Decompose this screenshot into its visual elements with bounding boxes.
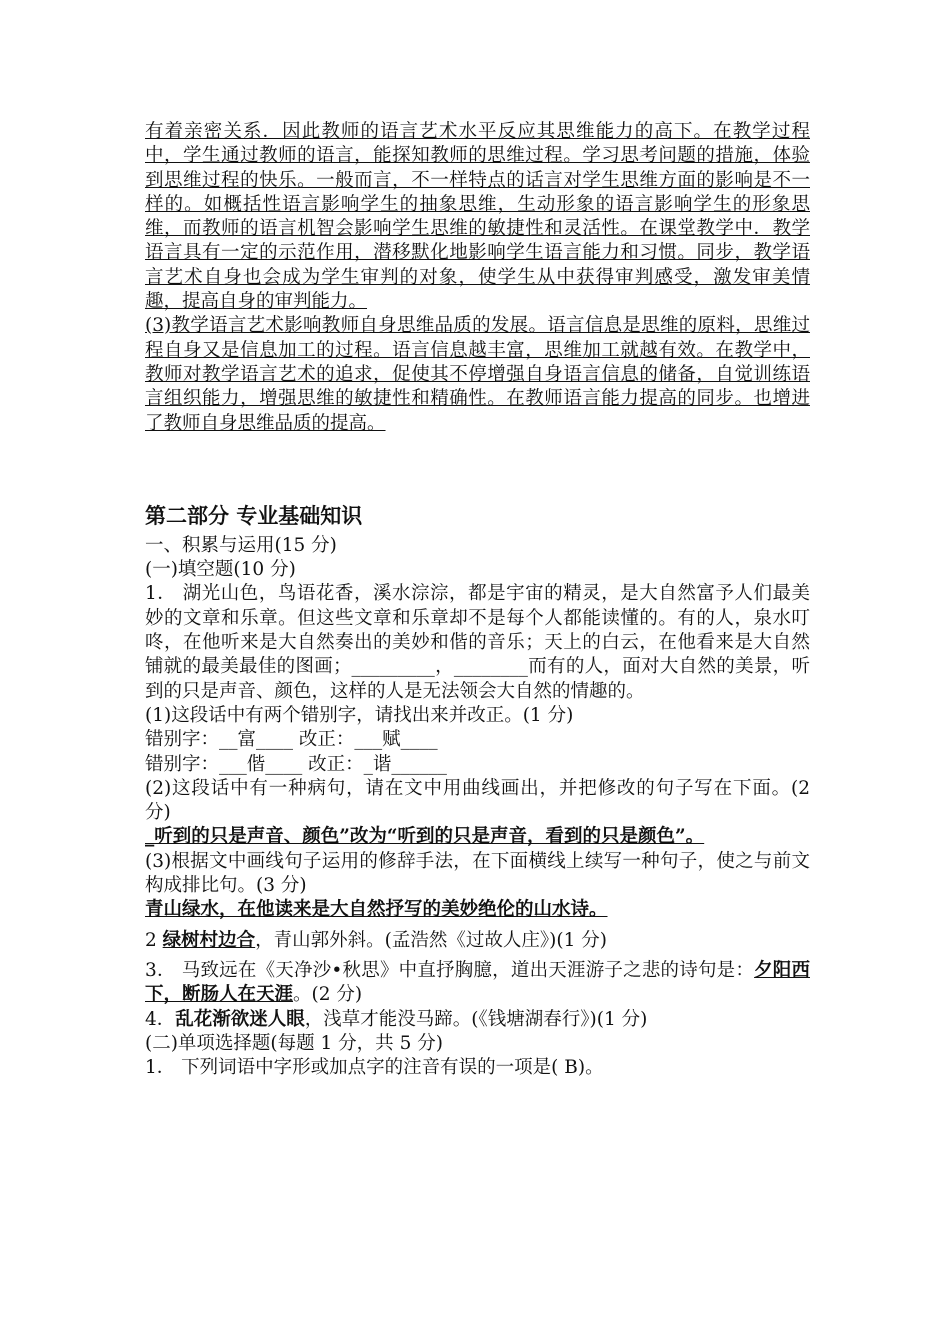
question-1-text: 1． 湖光山色，鸟语花香，溪水淙淙，都是宇宙的精灵，是大自然富予人们最美妙的文章和乐章。但这些文章和乐章却不是每个人都能读懂的。有的人，泉水叮咚，在他听来是大自然奏出的美妙和偕的音乐；天上的白云，在他看来是大自然铺就的最美最佳的图画；_________，________而有的人，面对大自然的美景，听到的只是声音、颜色，这样的人是无法领会大自然的情趣的。: [145, 583, 810, 702]
question-1-2: (2)这段话中有一种病句，请在文中用曲线画出，并把修改的句子写在下面。(2 分): [145, 777, 810, 824]
multiple-choice-1: 1． 下列词语中字形或加点字的注音有误的一项是( B)。: [145, 1057, 604, 1079]
question-4-number: 4．: [145, 1008, 176, 1030]
question-4: [145, 1008, 810, 1032]
section-heading: 一、积累与运用(15 分): [145, 534, 337, 556]
question-4-rest: ，浅草才能没马蹄。(《钱塘湖春行》)(1 分): [304, 1008, 648, 1030]
question-1-3-answer: 青山绿水，在他读来是大自然抒写的美妙绝伦的山水诗。: [145, 899, 608, 921]
question-1-1: (1)这段话中有两个错别字，请找出来并改正。(1 分): [145, 704, 574, 726]
question-2-number: 2: [145, 929, 163, 951]
question-3-prompt: 3． 马致远在《天净沙•秋思》中直抒胸臆，道出天涯游子之悲的诗句是：: [145, 959, 755, 981]
question-3-score: 。(2 分): [293, 984, 363, 1006]
subsection-heading-2: (二)单项选择题(每题 1 分，共 5 分): [145, 1032, 443, 1054]
question-2-rest: ，青山郭外斜。(孟浩然《过故人庄》)(1 分): [255, 929, 607, 951]
part-heading: 第二部分 专业基础知识: [145, 503, 363, 528]
document-page: [145, 120, 810, 1080]
question-2: [145, 929, 810, 953]
question-3-answer: 夕阳西下，断肠人在天涯: [145, 959, 810, 1006]
question-1-3: (3)根据文中画线句子运用的修辞手法，在下面横线上续写一种句子，使之与前文构成排比句。(3 分): [145, 850, 810, 897]
question-1-2-answer: _听到的只是声音、颜色”改为“听到的只是声音，看到的只是颜色”。: [145, 826, 705, 848]
answer-paragraph-2: (3)教学语言艺术影响教师自身思维品质的发展。语言信息是思维的原料，思维过程自身又是信息加工的过程。语言信息越丰富，思维加工就越有效。在教学中，教师对教学语言艺术的追求，促使其不停增强自身语言信息的储备，自觉训练语言组织能力，增强思维的敏捷性和精确性。在教师语言能力提高的同步。也增进了教师自身思维品质的提高。: [145, 315, 810, 434]
answer-paragraph-1: 有着亲密关系．因此教师的语言艺术水平反应其思维能力的高下。在教学过程中，学生通过教师的语言，能探知教师的思维过程。学习思考问题的措施，体验到思维过程的快乐。一般而言，不一样特点的话言对学生思维方面的影响是不一样的。如概括性语言影响学生的抽象思维，生动形象的语言影响学生的形象思维，而教师的语言机智会影响学生思维的敏捷性和灵活性。在课堂教学中．教学语言具有一定的示范作用，潜移默化地影响学生语言能力和习惯。同步，教学语言艺术自身也会成为学生审判的对象，使学生从中获得审判感受，激发审美情趣，提高自身的审判能力。: [145, 121, 810, 313]
question-3: [145, 959, 810, 1008]
typo-line-1: 错别字：__富____ 改正：___赋____: [145, 729, 438, 751]
typo-line-2: 错别字：___偕____ 改正：_谐______: [145, 753, 447, 775]
question-4-answer: 乱花渐欲迷人眼: [175, 1008, 305, 1030]
question-2-answer: 绿树村边合: [162, 929, 256, 951]
subsection-heading: (一)填空题(10 分): [145, 559, 296, 581]
